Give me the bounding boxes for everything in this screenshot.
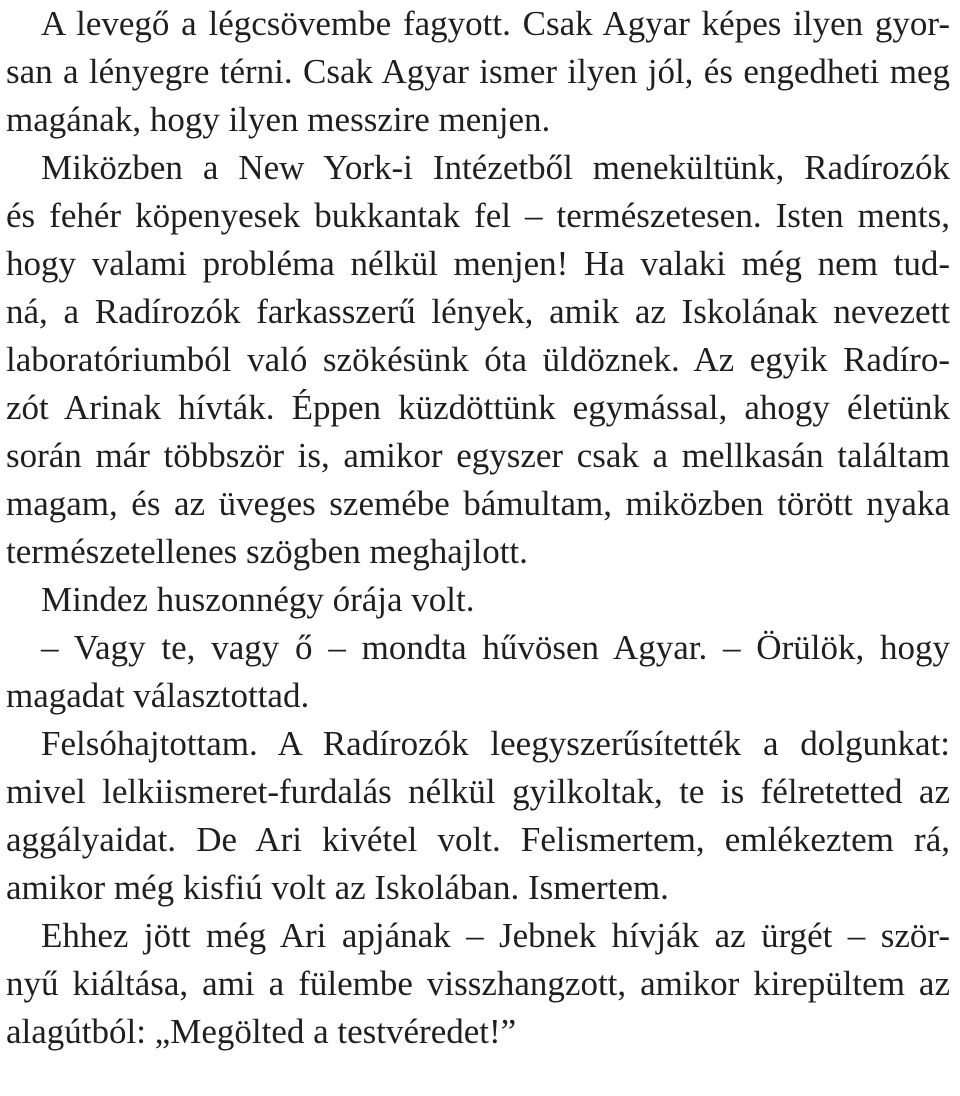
text-line: nyű kiáltása, ami a fülembe visszhangzott, amikor kirepültem az bbox=[6, 964, 950, 1003]
text-line: magadat választottad. bbox=[6, 676, 310, 715]
text-line: – Vagy te, vagy ő – mondta hűvösen Agyar. – Örülök, hogy bbox=[41, 628, 950, 667]
text-line: zót Arinak hívták. Éppen küzdöttünk egymással, ahogy életünk bbox=[6, 388, 950, 427]
text-line: természetellenes szögben meghajlott. bbox=[6, 532, 528, 571]
text-line: hogy valami probléma nélkül menjen! Ha valaki még nem tud- bbox=[6, 244, 950, 283]
text-line: aggályaidat. De Ari kivétel volt. Felismertem, emlékeztem rá, bbox=[6, 820, 950, 859]
text-line: magam, és az üveges szemébe bámultam, miközben törött nyaka bbox=[6, 484, 950, 523]
text-line: során már többször is, amikor egyszer csak a mellkasán találtam bbox=[6, 436, 950, 475]
text-line: ná, a Radírozók farkasszerű lények, amik az Iskolának nevezett bbox=[6, 292, 950, 331]
text-line: Ehhez jött még Ari apjának – Jebnek hívják az ürgét – ször- bbox=[41, 916, 950, 955]
text-line: amikor még kisfiú volt az Iskolában. Ismertem. bbox=[6, 868, 669, 907]
text-line: A levegő a légcsövembe fagyott. Csak Agyar képes ilyen gyor- bbox=[41, 4, 950, 43]
text-line: san a lényegre térni. Csak Agyar ismer ilyen jól, és engedheti meg bbox=[6, 52, 950, 91]
text-line: és fehér köpenyesek bukkantak fel – természetesen. Isten ments, bbox=[6, 196, 950, 235]
text-line: Felsóhajtottam. A Radírozók leegyszerűsítették a dolgunkat: bbox=[41, 724, 950, 763]
text-line: laboratóriumból való szökésünk óta üldöznek. Az egyik Radíro- bbox=[6, 340, 950, 379]
text-line: Mindez huszonnégy órája volt. bbox=[41, 580, 475, 619]
text-line: magának, hogy ilyen messzire menjen. bbox=[6, 100, 551, 139]
text-line: mivel lelkiismeret-furdalás nélkül gyilkoltak, te is félretetted az bbox=[6, 772, 950, 811]
text-line: Miközben a New York-i Intézetből menekültünk, Radírozók bbox=[41, 148, 950, 187]
text-line: alagútból: „Megölted a testvéredet!” bbox=[6, 1012, 517, 1051]
